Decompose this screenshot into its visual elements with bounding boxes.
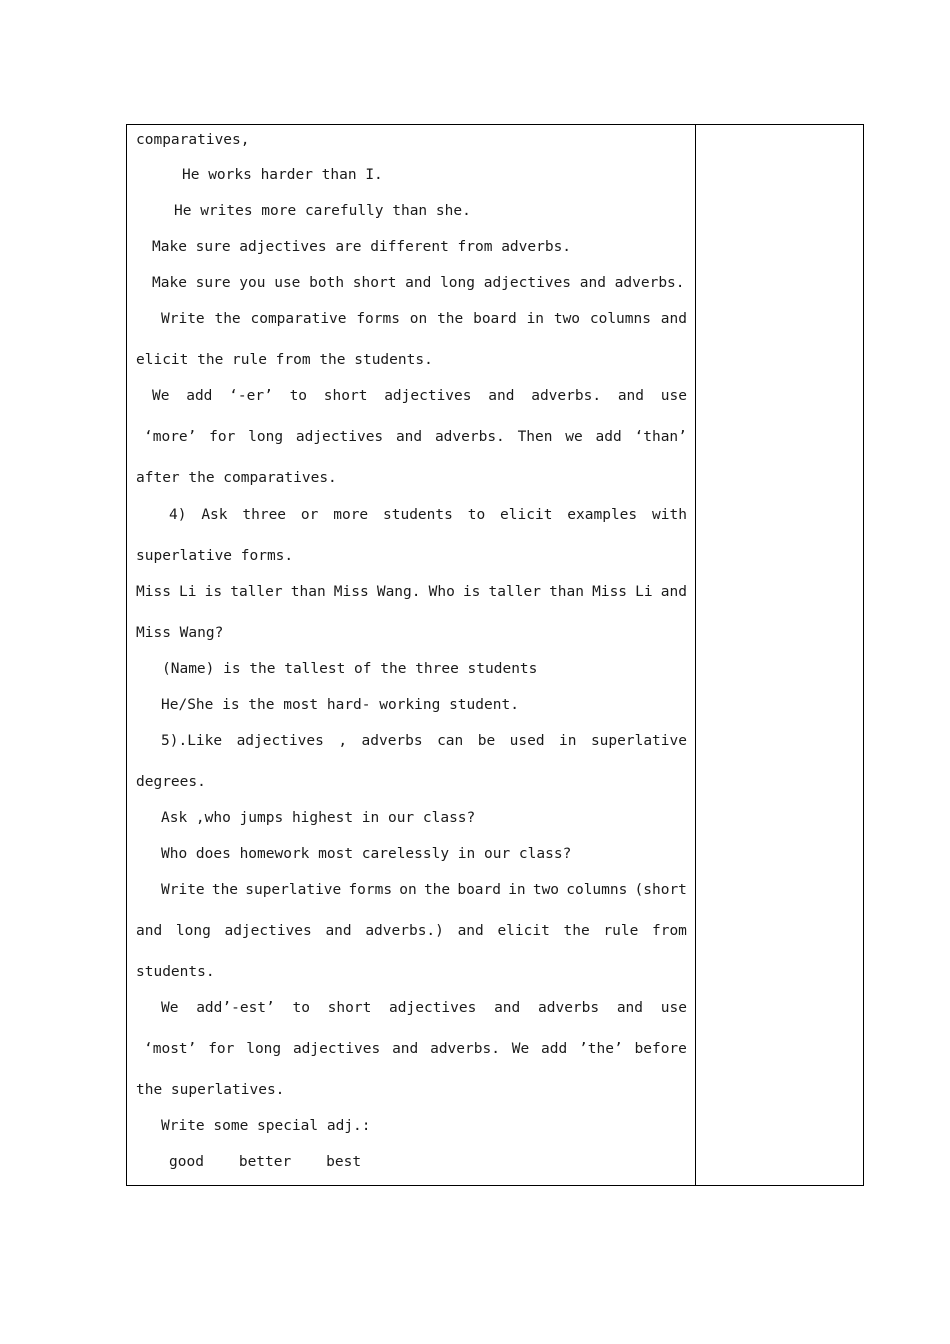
text-line: [144, 1040, 687, 1058]
word: to: [289, 388, 308, 404]
text-line: He/She is the most hard- working student.: [161, 697, 519, 713]
word: on: [399, 882, 417, 898]
word: board: [457, 882, 501, 898]
word: long: [246, 1041, 282, 1057]
word: from: [651, 923, 687, 939]
word: to: [467, 507, 486, 523]
word: and: [136, 923, 163, 939]
text-line: Miss Wang?: [136, 625, 224, 641]
word: for: [209, 429, 236, 445]
word: use: [660, 388, 687, 404]
text-line: degrees.: [136, 774, 206, 790]
word: short: [323, 388, 368, 404]
word: ‘than’: [634, 429, 687, 445]
word: and: [617, 388, 645, 404]
text-line: good better best: [169, 1154, 362, 1170]
word: students: [383, 507, 453, 523]
word: is: [204, 584, 223, 600]
word: We: [152, 388, 170, 404]
word: on: [409, 311, 428, 327]
word: before: [634, 1041, 687, 1057]
text-line: Make sure you use both short and long adjectives and adverbs.: [152, 275, 685, 291]
word: forms: [348, 882, 393, 898]
word: elicit: [497, 923, 550, 939]
word: and: [660, 311, 687, 327]
word: ,: [338, 733, 348, 749]
word: taller: [488, 584, 541, 600]
word: and: [488, 388, 515, 404]
text-line: [136, 922, 687, 940]
word: long: [175, 923, 211, 939]
word: the: [423, 882, 451, 898]
word: Miss: [592, 584, 628, 600]
text-line: [152, 387, 687, 405]
text-line: [161, 732, 687, 750]
word: the: [214, 311, 241, 327]
text-line: [161, 310, 687, 328]
lesson-table: [126, 124, 864, 1186]
word: and: [494, 1000, 521, 1016]
word: with: [652, 507, 687, 523]
word: in: [526, 311, 545, 327]
text-line: [144, 428, 687, 446]
word: and: [660, 584, 687, 600]
word: or: [300, 507, 319, 523]
word: than: [290, 584, 326, 600]
word: be: [477, 733, 496, 749]
text-line: Write some special adj.:: [161, 1118, 371, 1134]
word: add’-est’: [196, 1000, 275, 1016]
word: add: [595, 429, 622, 445]
word: adjectives: [292, 1041, 381, 1057]
word: and: [457, 923, 484, 939]
word: Write: [161, 311, 205, 327]
word: three: [242, 507, 287, 523]
word: We: [161, 1000, 179, 1016]
notes-cell: [696, 125, 863, 1185]
word: adjectives: [384, 388, 472, 404]
word: in: [559, 733, 577, 749]
word: adverbs.: [430, 1041, 500, 1057]
word: board: [473, 311, 517, 327]
word: can: [437, 733, 464, 749]
word: used: [509, 733, 545, 749]
word: rule: [603, 923, 639, 939]
word: examples: [567, 507, 638, 523]
text-line: Who does homework most carelessly in our class?: [161, 846, 572, 862]
word: is: [462, 584, 481, 600]
word: superlative: [590, 733, 687, 749]
word: ‘most’: [144, 1041, 197, 1057]
word: adverbs.: [434, 429, 505, 445]
word: two: [532, 882, 560, 898]
word: than: [549, 584, 584, 600]
text-line: students.: [136, 964, 215, 980]
word: Miss: [136, 584, 171, 600]
word: use: [660, 1000, 687, 1016]
word: comparative: [250, 311, 347, 327]
word: adverbs.: [531, 388, 602, 404]
word: Wang.: [376, 584, 421, 600]
text-line: [136, 583, 687, 601]
text-line: the superlatives.: [136, 1082, 285, 1098]
word: Li: [179, 584, 197, 600]
word: columns: [566, 882, 628, 898]
text-line: after the comparatives.: [136, 470, 337, 486]
word: adverbs: [538, 1000, 600, 1016]
word: superlative: [245, 882, 342, 898]
word: and: [325, 923, 352, 939]
word: Li: [635, 584, 653, 600]
word: Ask: [201, 507, 228, 523]
word: to: [292, 1000, 310, 1016]
text-line: elicit the rule from the students.: [136, 352, 433, 368]
word: Write: [161, 882, 205, 898]
word: and: [616, 1000, 644, 1016]
word: in: [508, 882, 526, 898]
word: the: [437, 311, 464, 327]
word: the: [211, 882, 239, 898]
word: taller: [230, 584, 283, 600]
word: ’the’: [579, 1041, 623, 1057]
text-line: comparatives,: [136, 132, 250, 148]
text-line: superlative forms.: [136, 548, 294, 564]
word: adjectives: [295, 429, 384, 445]
word: adverbs: [361, 733, 423, 749]
word: Miss: [333, 584, 369, 600]
word: adjectives: [389, 1000, 477, 1016]
word: and: [392, 1041, 419, 1057]
word: the: [563, 923, 590, 939]
word: columns: [589, 311, 651, 327]
word: for: [208, 1041, 235, 1057]
word: long: [248, 429, 284, 445]
word: forms: [356, 311, 400, 327]
word: We: [511, 1041, 530, 1057]
word: Who: [428, 584, 455, 600]
lesson-content-cell: [127, 125, 695, 1185]
word: more: [333, 507, 369, 523]
word: we: [565, 429, 583, 445]
word: two: [553, 311, 581, 327]
word: add: [541, 1041, 568, 1057]
word: adverbs.): [365, 923, 444, 939]
text-line: Ask ,who jumps highest in our class?: [161, 810, 476, 826]
word: ‘-er’: [229, 388, 273, 404]
word: and: [395, 429, 423, 445]
word: 5).Like: [161, 733, 223, 749]
word: ‘more’: [144, 429, 197, 445]
word: add: [186, 388, 213, 404]
word: adjectives: [224, 923, 312, 939]
word: (short: [634, 882, 687, 898]
text-line: (Name) is the tallest of the three students: [162, 661, 538, 677]
text-line: He writes more carefully than she.: [174, 203, 471, 219]
word: short: [327, 1000, 372, 1016]
text-line: Make sure adjectives are different from adverbs.: [152, 239, 572, 255]
word: elicit: [500, 507, 553, 523]
text-line: [161, 999, 687, 1017]
word: 4): [169, 507, 187, 523]
text-line: [169, 506, 687, 524]
text-line: He works harder than I.: [182, 167, 383, 183]
word: Then: [517, 429, 553, 445]
word: adjectives: [236, 733, 324, 749]
text-line: [161, 881, 687, 899]
